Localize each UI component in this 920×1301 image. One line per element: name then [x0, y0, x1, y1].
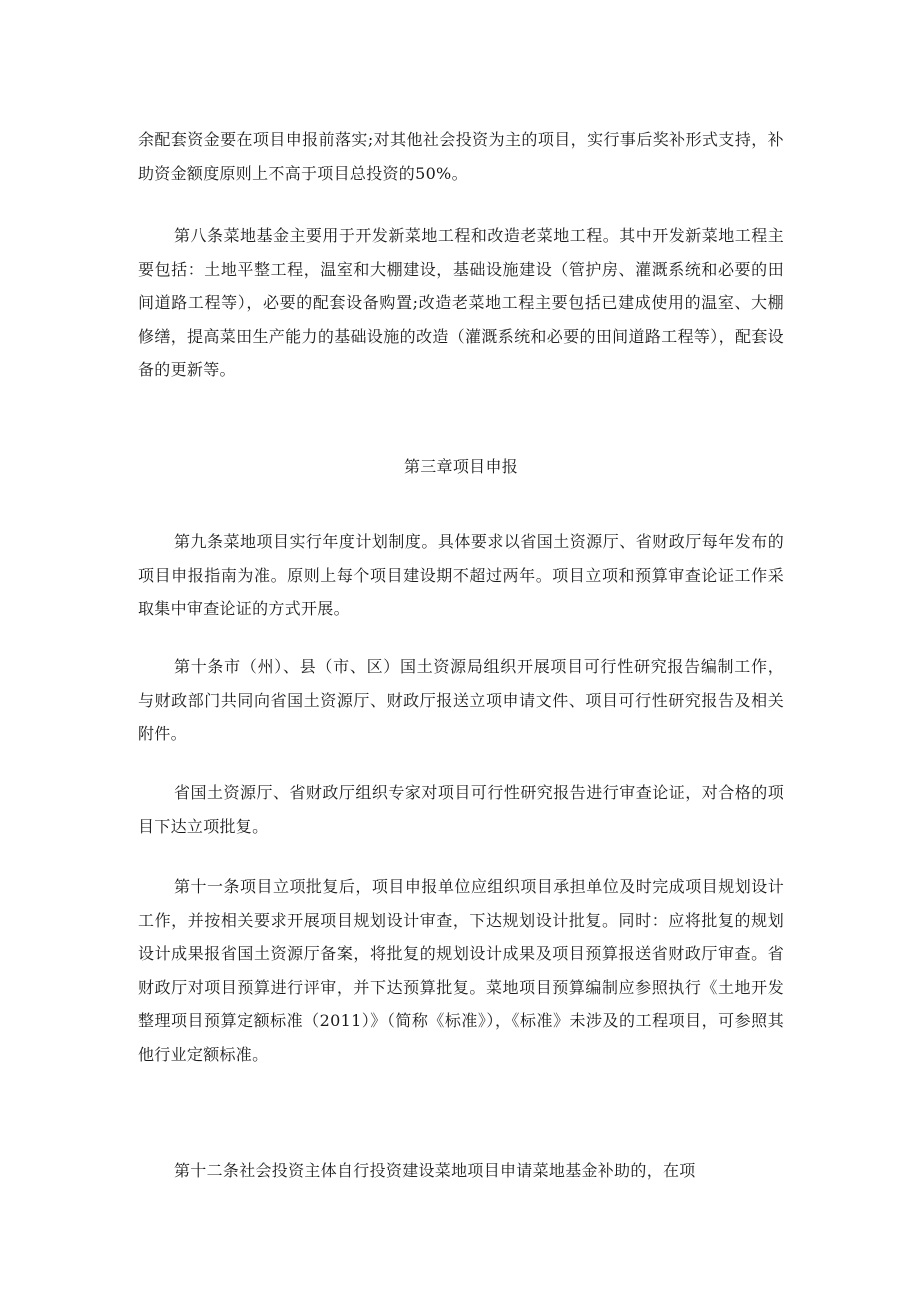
paragraph-article-10 [138, 650, 784, 751]
paragraph-article-8 [138, 219, 784, 387]
paragraph-text: 余配套资金要在项目申报前落实;对其他社会投资为主的项目，实行事后奖补形式支持，补助资金额度原则上不高于项目总投资的50%。 [138, 130, 784, 183]
paragraph-article-11 [138, 870, 784, 1071]
paragraph-article-12 [138, 1154, 784, 1188]
paragraph-continuation [138, 123, 784, 190]
paragraph-review [138, 776, 784, 843]
paragraph-article-9 [138, 525, 784, 626]
paragraph-text: 第十条市（州）、县（市、区）国土资源局组织开展项目可行性研究报告编制工作，与财政部门共同向省国土资源厅、财政厅报送立项申请文件、项目可行性研究报告及相关附件。 [138, 657, 784, 743]
chapter-heading: 第三章项目申报 [403, 457, 519, 476]
paragraph-text: 第八条菜地基金主要用于开发新菜地工程和改造老菜地工程。其中开发新菜地工程主要包括：土地平整工程，温室和大棚建设，基础设施建设（管护房、灌溉系统和必要的田间道路工程等），必要的配套设备购置;改造老菜地工程主要包括已建成使用的温室、大棚修缮，提高菜田生产能力的基础设施的改造（灌溉系统和必要的田间道路工程等），配套设备的更新等。 [138, 226, 784, 379]
paragraph-text: 省国土资源厅、省财政厅组织专家对项目可行性研究报告进行审查论证，对合格的项目下达立项批复。 [138, 783, 784, 836]
paragraph-text: 第十二条社会投资主体自行投资建设菜地项目申请菜地基金补助的，在项 [174, 1161, 696, 1180]
paragraph-text: 第九条菜地项目实行年度计划制度。具体要求以省国土资源厅、省财政厅每年发布的项目申报指南为准。原则上每个项目建设期不超过两年。项目立项和预算审查论证工作采取集中审查论证的方式开展。 [138, 532, 784, 618]
paragraph-text: 第十一条项目立项批复后，项目申报单位应组织项目承担单位及时完成项目规划设计工作，并按相关要求开展项目规划设计审查，下达规划设计批复。同时：应将批复的规划设计成果报省国土资源厅备案，将批复的规划设计成果及项目预算报送省财政厅审查。省财政厅对项目预算进行评审，并下达预算批复。菜地项目预算编制应参照执行《土地开发整理项目预算定额标准（2011）》（简称《标准》），《标准》未涉及的工程项目，可参照其他行业定额标准。 [138, 877, 784, 1064]
